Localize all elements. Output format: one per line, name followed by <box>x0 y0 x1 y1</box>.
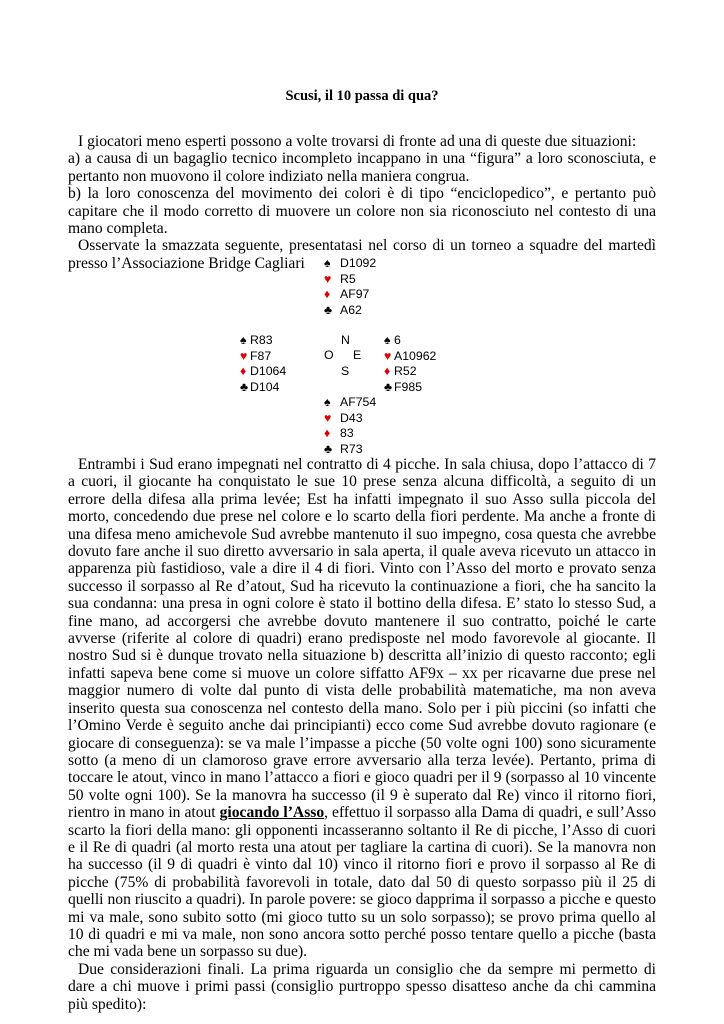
south-hearts: D43 <box>340 410 363 425</box>
west-spades: R83 <box>250 333 273 347</box>
intro-paragraph-1: I giocatori meno esperti possono a volte trovarsi di fronte ad una di queste due situazioni: <box>78 133 637 150</box>
body-paragraph-1-part-a: Entrambi i Sud erano impegnati nel contratto di 4 picche. In sala chiusa, dopo l’attacco di 7 a cuori, il giocante ha conquistato le sue 10 prese senza alcuna difficoltà, a seguito di un errore della difesa alla prima levée; Est ha infatti impegnato il suo Asso sulla piccola del morto, concedendo due prese nel colore e lo scarto della fiori perdente. Ma anche a fronte di una difesa meno amichevole Sud avrebbe mantenuto il suo impegno, cosa questa che avrebbe dovuto fare anche il suo diretto avversario in sala aperta, il quale aveva ricevuto un attacco in apparenza più fastidioso, vale a dire il 4 di fiori. Vinto con l’Asso del morto e provato senza successo il sorpasso al Re d’atout, Sud ha ricevuto la continuazione a fiori, che ha sancito la sua condanna: una presa in ogni colore è stato il bottino della difesa. E’ stato lo stesso Sud, a fine mano, ad accorgersi che avrebbe dovuto mantenere il suo contratto, poiché le carte avverse (riferite al colore di quadri) erano predisposte nel modo favorevole al giocante. Il nostro Sud si è dunque trovato nella situazione b) descritta all’inizio di questo racconto; egli infatti sapeva bene come si muove un colore siffatto AF9x – xx per ricavarne due prese nel maggior numero di volte dal punto di vista delle probabilità matematiche, ma non aveva inserito questa sua conoscenza nel contesto della mano. Solo per i più piccini (so infatti che l’Omino Verde è seguito anche dai principianti) ecco come Sud avrebbe dovuto ragionare (e giocare di conseguenza): se va male l’impasse a picche (50 volte ogni 100) sono sicuramente sotto (a meno di un clamoroso grave errore avversario alla terza levée). Pertanto, prima di toccare le atout, vinco in mano l’attacco a fiori e gioco quadri per il 9 (sorpasso al 10 vincente 50 volte ogni 100). Se la manovra ha successo (il 9 è superato dal Re) vinco il ritorno fiori, rientro in mano in atout <box>68 456 656 822</box>
spade-icon: ♠ <box>384 333 391 347</box>
diamond-icon: ♦ <box>324 426 331 440</box>
club-icon: ♣ <box>240 379 249 394</box>
south-diamonds: 83 <box>340 426 354 440</box>
body-text <box>68 456 656 1013</box>
south-hand <box>324 395 376 457</box>
west-diamonds: D1064 <box>250 364 287 378</box>
compass-north: N <box>341 333 350 347</box>
south-clubs: R73 <box>340 441 363 456</box>
compass-east: E <box>353 348 362 362</box>
body-paragraph-2: Due considerazioni finali. La prima riguarda un consiglio che da sempre mi permetto di dare a chi muove i primi passi (consiglio purtroppo spesso disatteso anche da chi cammina più spedito): <box>68 960 656 1013</box>
east-clubs: F985 <box>394 379 423 394</box>
heart-icon: ♥ <box>324 410 332 425</box>
west-hand <box>240 333 286 395</box>
heart-icon: ♥ <box>384 348 392 363</box>
west-clubs: D104 <box>250 379 280 394</box>
intro-text <box>68 133 656 272</box>
compass-south: S <box>341 364 350 378</box>
diamond-icon: ♦ <box>324 287 331 301</box>
club-icon: ♣ <box>324 441 333 456</box>
underlined-phrase: giocando l’Asso <box>219 804 325 822</box>
intro-paragraph-3: b) la loro conoscenza del movimento dei colori è di tipo “enciclopedico”, e pertanto può capitare che il modo corretto di muovere un colore non sia riconosciuto nel contesto di una mano completa. <box>68 185 656 238</box>
north-diamonds: AF97 <box>340 287 370 301</box>
body-paragraph-1 <box>68 456 656 961</box>
compass-west: O <box>324 348 334 362</box>
heart-icon: ♥ <box>240 348 248 363</box>
east-hand <box>384 333 436 395</box>
north-clubs: A62 <box>340 302 362 317</box>
west-hearts: F87 <box>250 348 272 363</box>
club-icon: ♣ <box>384 379 393 394</box>
intro-paragraph-4: Osservate la smazzata seguente, presentatasi nel corso di un torneo a squadre del martedì presso l’Associazione Bridge Cagliari <box>68 237 656 272</box>
body-paragraph-1-part-b: , effettuo il sorpasso alla Dama di quadri, e sull’Asso scarto la fiori della mano: gli opponenti incasseranno soltanto il Re di picche, l’Asso di cuori e il Re di quadri (al morto resta una atout per tagliare la cartina di cuori). Se la manovra non ha successo (il 9 di quadri è vinto dal 10) vinco il ritorno fiori e provo il sorpasso al Re di picche (75% di probabilità favorevoli in totale, dato dal 50 di questo sorpasso più il 25 di quelli non riuscito a quadri). In parole povere: se gioco dapprima il sorpasso a picche e questo mi va male, sono subito sotto (mi gioco tutto su un solo sorpasso); se provo prima quello al 10 di quadri e mi va male, non sono ancora sotto perché posso tentare quello a picche (basta che mi vada bene un sorpasso su due). <box>68 804 657 961</box>
spade-icon: ♠ <box>324 256 331 270</box>
east-diamonds: R52 <box>394 364 417 378</box>
page-title: Scusi, il 10 passa di qua? <box>285 88 439 104</box>
intro-paragraph-2: a) a causa di un bagaglio tecnico incompleto incappano in una “figura” a loro sconosciuta, e pertanto non muovono il colore indiziato nella maniera congrua. <box>68 150 656 185</box>
east-hearts: A10962 <box>394 348 437 363</box>
north-hand <box>324 256 376 318</box>
south-spades: AF754 <box>340 395 377 409</box>
north-spades: D1092 <box>340 256 377 270</box>
heart-icon: ♥ <box>324 271 332 286</box>
north-hearts: R5 <box>340 271 356 286</box>
spade-icon: ♠ <box>324 395 331 409</box>
spade-icon: ♠ <box>240 333 247 347</box>
diamond-icon: ♦ <box>384 364 391 378</box>
club-icon: ♣ <box>324 302 333 317</box>
east-spades: 6 <box>394 333 401 347</box>
diamond-icon: ♦ <box>240 364 247 378</box>
